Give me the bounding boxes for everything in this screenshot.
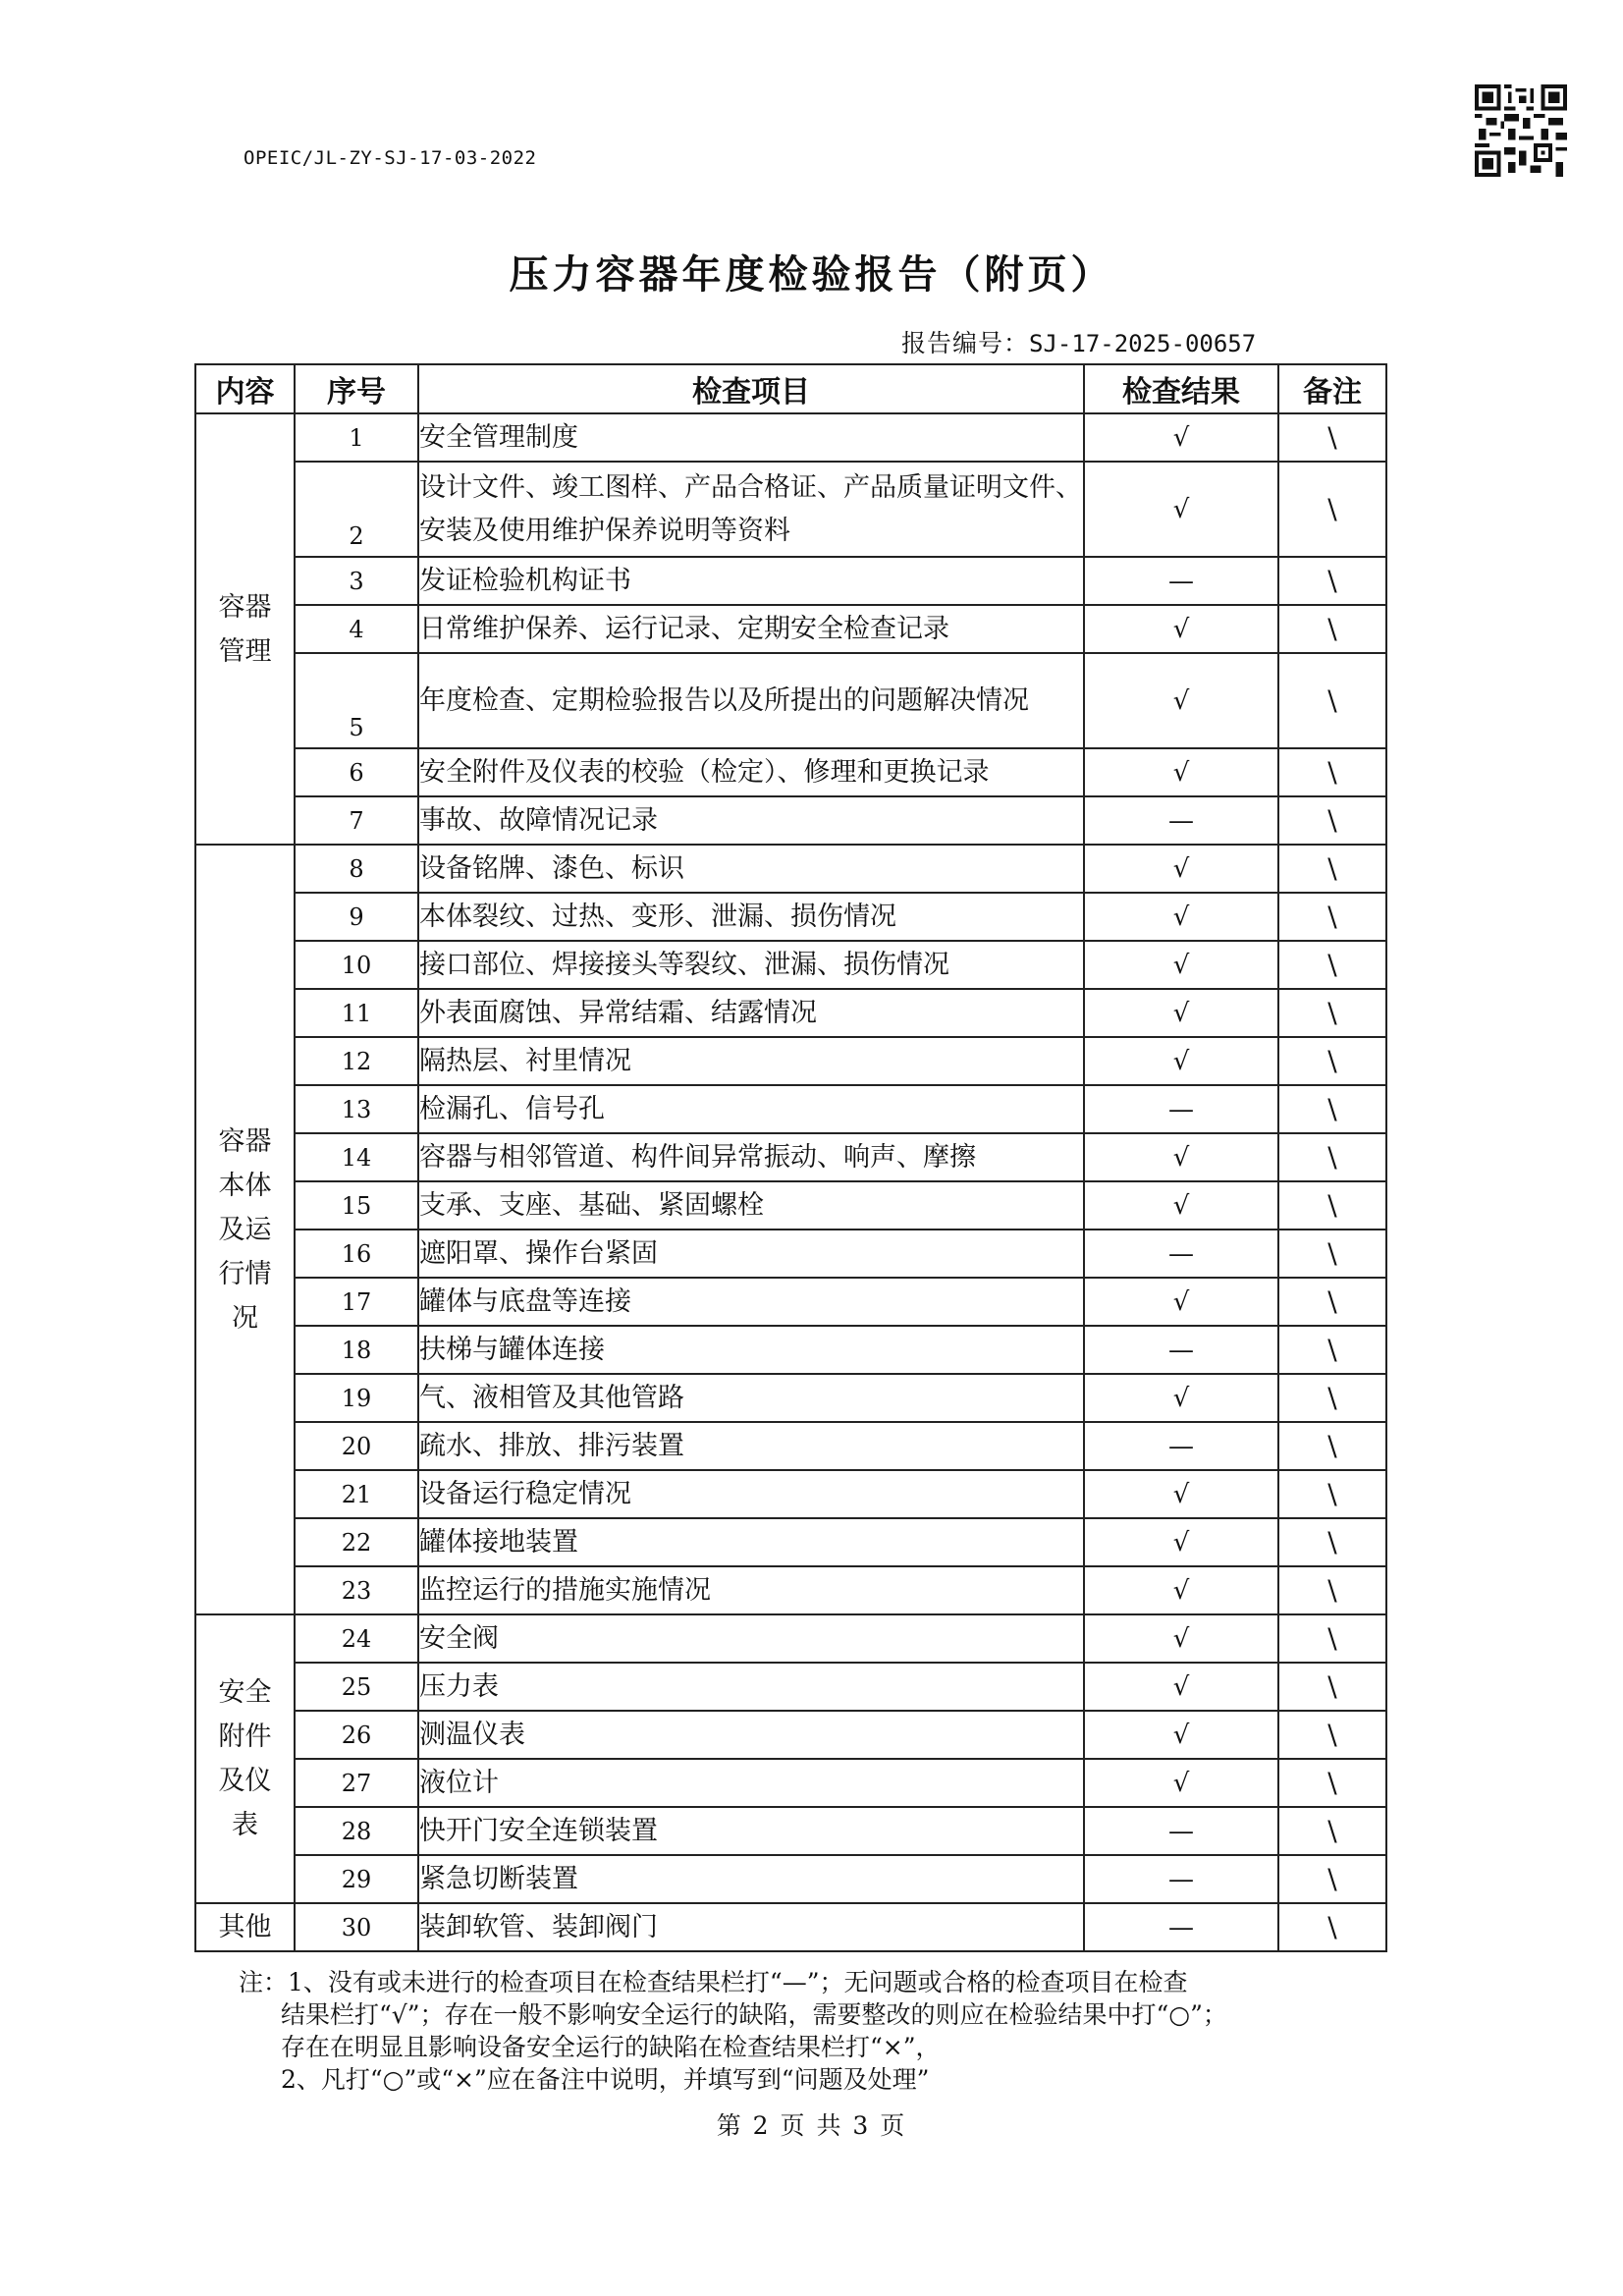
table-row [195, 796, 1386, 845]
result-mark: — [1084, 1855, 1278, 1903]
table-row [195, 1133, 1386, 1181]
item-text: 事故、故障情况记录 [418, 796, 1084, 845]
result-mark: √ [1084, 748, 1278, 796]
report-number [901, 324, 1256, 359]
table-row [195, 1470, 1386, 1518]
remark-cell: \ [1278, 1807, 1386, 1855]
result-mark: √ [1084, 1566, 1278, 1614]
result-mark: √ [1084, 1711, 1278, 1759]
row-number: 26 [295, 1711, 418, 1759]
item-text: 发证检验机构证书 [418, 557, 1084, 605]
remark-cell: \ [1278, 1278, 1386, 1326]
table-row [195, 1278, 1386, 1326]
row-number: 12 [295, 1037, 418, 1085]
item-text: 接口部位、焊接接头等裂纹、泄漏、损伤情况 [418, 941, 1084, 989]
table-row [195, 1614, 1386, 1663]
note-line: 2、凡打“○”或“×”应在备注中说明，并填写到“问题及处理” [281, 2065, 930, 2094]
item-text: 隔热层、衬里情况 [418, 1037, 1084, 1085]
category-label: 其他 [218, 1912, 272, 1942]
result-mark: — [1084, 1085, 1278, 1133]
table-row [195, 1807, 1386, 1855]
row-number: 17 [295, 1278, 418, 1326]
header-result: 检查结果 [1084, 364, 1278, 413]
table-row [195, 413, 1386, 462]
result-mark: √ [1084, 1663, 1278, 1711]
row-number: 3 [295, 557, 418, 605]
item-text: 安全管理制度 [418, 413, 1084, 462]
table-row [195, 1663, 1386, 1711]
table-row [195, 748, 1386, 796]
result-mark: √ [1084, 1614, 1278, 1663]
item-text: 日常维护保养、运行记录、定期安全检查记录 [418, 605, 1084, 653]
item-text: 遮阳罩、操作台紧固 [418, 1230, 1084, 1278]
remark-cell: \ [1278, 1085, 1386, 1133]
remark-cell: \ [1278, 1037, 1386, 1085]
remark-cell: \ [1278, 893, 1386, 941]
table-row [195, 1230, 1386, 1278]
row-number: 27 [295, 1759, 418, 1807]
table-row [195, 1326, 1386, 1374]
item-text: 设备运行稳定情况 [418, 1470, 1084, 1518]
row-number: 9 [295, 893, 418, 941]
table-row [195, 1037, 1386, 1085]
result-mark: √ [1084, 989, 1278, 1037]
remark-cell: \ [1278, 1374, 1386, 1422]
item-text: 设计文件、竣工图样、产品合格证、产品质量证明文件、安装及使用维护保养说明等资料 [418, 462, 1084, 557]
remark-cell: \ [1278, 1518, 1386, 1566]
result-mark: — [1084, 1807, 1278, 1855]
table-row [195, 1422, 1386, 1470]
row-number: 22 [295, 1518, 418, 1566]
header-number: 序号 [295, 364, 418, 413]
remark-cell: \ [1278, 796, 1386, 845]
item-text: 罐体接地装置 [418, 1518, 1084, 1566]
item-text: 年度检查、定期检验报告以及所提出的问题解决情况 [418, 653, 1084, 748]
remark-cell: \ [1278, 605, 1386, 653]
page-number: 第 2 页 共 3 页 [716, 2111, 907, 2140]
result-mark: √ [1084, 462, 1278, 557]
notes-section [239, 1966, 1397, 2096]
table-row [195, 605, 1386, 653]
remark-cell: \ [1278, 845, 1386, 893]
row-number: 6 [295, 748, 418, 796]
table-row [195, 1566, 1386, 1614]
table-header-row [195, 364, 1386, 413]
remark-cell: \ [1278, 989, 1386, 1037]
item-text: 监控运行的措施实施情况 [418, 1566, 1084, 1614]
category-label: 容器管理 [218, 591, 272, 667]
item-text: 支承、支座、基础、紧固螺栓 [418, 1181, 1084, 1230]
row-number: 30 [295, 1903, 418, 1951]
result-mark: — [1084, 1326, 1278, 1374]
remark-cell: \ [1278, 413, 1386, 462]
item-text: 本体裂纹、过热、变形、泄漏、损伤情况 [418, 893, 1084, 941]
item-text: 压力表 [418, 1663, 1084, 1711]
remark-cell: \ [1278, 1663, 1386, 1711]
remark-cell: \ [1278, 557, 1386, 605]
result-mark: √ [1084, 845, 1278, 893]
result-mark: √ [1084, 605, 1278, 653]
result-mark: — [1084, 1903, 1278, 1951]
remark-cell: \ [1278, 653, 1386, 748]
result-mark: — [1084, 557, 1278, 605]
document-code: OPEIC/JL-ZY-SJ-17-03-2022 [243, 147, 537, 169]
category-cell [195, 1614, 295, 1903]
category-cell [195, 1903, 295, 1951]
note-line: 存在在明显且影响设备安全运行的缺陷在检查结果栏打“×”， [281, 2033, 941, 2061]
item-text: 设备铭牌、漆色、标识 [418, 845, 1084, 893]
item-text: 外表面腐蚀、异常结霜、结露情况 [418, 989, 1084, 1037]
row-number: 4 [295, 605, 418, 653]
remark-cell: \ [1278, 1759, 1386, 1807]
table-row [195, 989, 1386, 1037]
remark-cell: \ [1278, 1614, 1386, 1663]
inspection-table [194, 363, 1387, 1952]
table-row [195, 1181, 1386, 1230]
row-number: 2 [295, 462, 418, 557]
table-body [195, 413, 1386, 1951]
result-mark: √ [1084, 1133, 1278, 1181]
category-cell [195, 845, 295, 1614]
row-number: 8 [295, 845, 418, 893]
item-text: 安全阀 [418, 1614, 1084, 1663]
item-text: 装卸软管、装卸阀门 [418, 1903, 1084, 1951]
remark-cell: \ [1278, 748, 1386, 796]
row-number: 18 [295, 1326, 418, 1374]
table-row [195, 1518, 1386, 1566]
table-row [195, 1759, 1386, 1807]
result-mark: √ [1084, 1181, 1278, 1230]
row-number: 15 [295, 1181, 418, 1230]
item-text: 扶梯与罐体连接 [418, 1326, 1084, 1374]
item-text: 气、液相管及其他管路 [418, 1374, 1084, 1422]
result-mark: √ [1084, 1374, 1278, 1422]
row-number: 29 [295, 1855, 418, 1903]
note-line: 注：1、没有或未进行的检查项目在检查结果栏打“—”；无问题或合格的检查项目在检查 [239, 1968, 1188, 1996]
remark-cell: \ [1278, 1903, 1386, 1951]
report-number-label: 报告编号： [901, 329, 1030, 357]
result-mark: √ [1084, 893, 1278, 941]
remark-cell: \ [1278, 1470, 1386, 1518]
row-number: 20 [295, 1422, 418, 1470]
qr-code-icon [1475, 84, 1567, 177]
remark-cell: \ [1278, 1133, 1386, 1181]
page-title: 压力容器年度检验报告（附页） [509, 252, 1114, 298]
remark-cell: \ [1278, 462, 1386, 557]
result-mark: — [1084, 1230, 1278, 1278]
row-number: 19 [295, 1374, 418, 1422]
row-number: 1 [295, 413, 418, 462]
item-text: 测温仪表 [418, 1711, 1084, 1759]
row-number: 14 [295, 1133, 418, 1181]
row-number: 13 [295, 1085, 418, 1133]
remark-cell: \ [1278, 1711, 1386, 1759]
table-row [195, 1903, 1386, 1951]
item-text: 安全附件及仪表的校验（检定）、修理和更换记录 [418, 748, 1084, 796]
remark-cell: \ [1278, 1326, 1386, 1374]
result-mark: √ [1084, 1759, 1278, 1807]
table-row [195, 941, 1386, 989]
result-mark: √ [1084, 1470, 1278, 1518]
table-row [195, 1711, 1386, 1759]
result-mark: √ [1084, 1518, 1278, 1566]
result-mark: √ [1084, 653, 1278, 748]
result-mark: — [1084, 796, 1278, 845]
row-number: 21 [295, 1470, 418, 1518]
table-row [195, 1855, 1386, 1903]
row-number: 23 [295, 1566, 418, 1614]
remark-cell: \ [1278, 941, 1386, 989]
row-number: 25 [295, 1663, 418, 1711]
table-row [195, 557, 1386, 605]
category-label: 容器本体及运行情况 [218, 1125, 272, 1334]
category-cell [195, 413, 295, 845]
row-number: 16 [295, 1230, 418, 1278]
item-text: 液位计 [418, 1759, 1084, 1807]
item-text: 检漏孔、信号孔 [418, 1085, 1084, 1133]
table-row [195, 1085, 1386, 1133]
item-text: 快开门安全连锁装置 [418, 1807, 1084, 1855]
result-mark: √ [1084, 1278, 1278, 1326]
table-row [195, 462, 1386, 557]
remark-cell: \ [1278, 1566, 1386, 1614]
remark-cell: \ [1278, 1230, 1386, 1278]
header-remark: 备注 [1278, 364, 1386, 413]
table-row [195, 653, 1386, 748]
row-number: 7 [295, 796, 418, 845]
row-number: 11 [295, 989, 418, 1037]
category-label: 安全附件及仪表 [218, 1677, 272, 1840]
note-line: 结果栏打“√”；存在一般不影响安全运行的缺陷，需要整改的则应在检验结果中打“○”； [281, 2000, 1227, 2029]
item-text: 紧急切断装置 [418, 1855, 1084, 1903]
header-content: 内容 [195, 364, 295, 413]
result-mark: √ [1084, 413, 1278, 462]
item-text: 罐体与底盘等连接 [418, 1278, 1084, 1326]
result-mark: √ [1084, 941, 1278, 989]
report-number-value: SJ-17-2025-00657 [1029, 330, 1257, 357]
row-number: 5 [295, 653, 418, 748]
table-row [195, 893, 1386, 941]
row-number: 28 [295, 1807, 418, 1855]
table-row [195, 1374, 1386, 1422]
row-number: 10 [295, 941, 418, 989]
item-text: 疏水、排放、排污装置 [418, 1422, 1084, 1470]
remark-cell: \ [1278, 1181, 1386, 1230]
remark-cell: \ [1278, 1422, 1386, 1470]
row-number: 24 [295, 1614, 418, 1663]
header-item: 检查项目 [418, 364, 1084, 413]
item-text: 容器与相邻管道、构件间异常振动、响声、摩擦 [418, 1133, 1084, 1181]
result-mark: √ [1084, 1037, 1278, 1085]
table-row [195, 845, 1386, 893]
result-mark: — [1084, 1422, 1278, 1470]
remark-cell: \ [1278, 1855, 1386, 1903]
